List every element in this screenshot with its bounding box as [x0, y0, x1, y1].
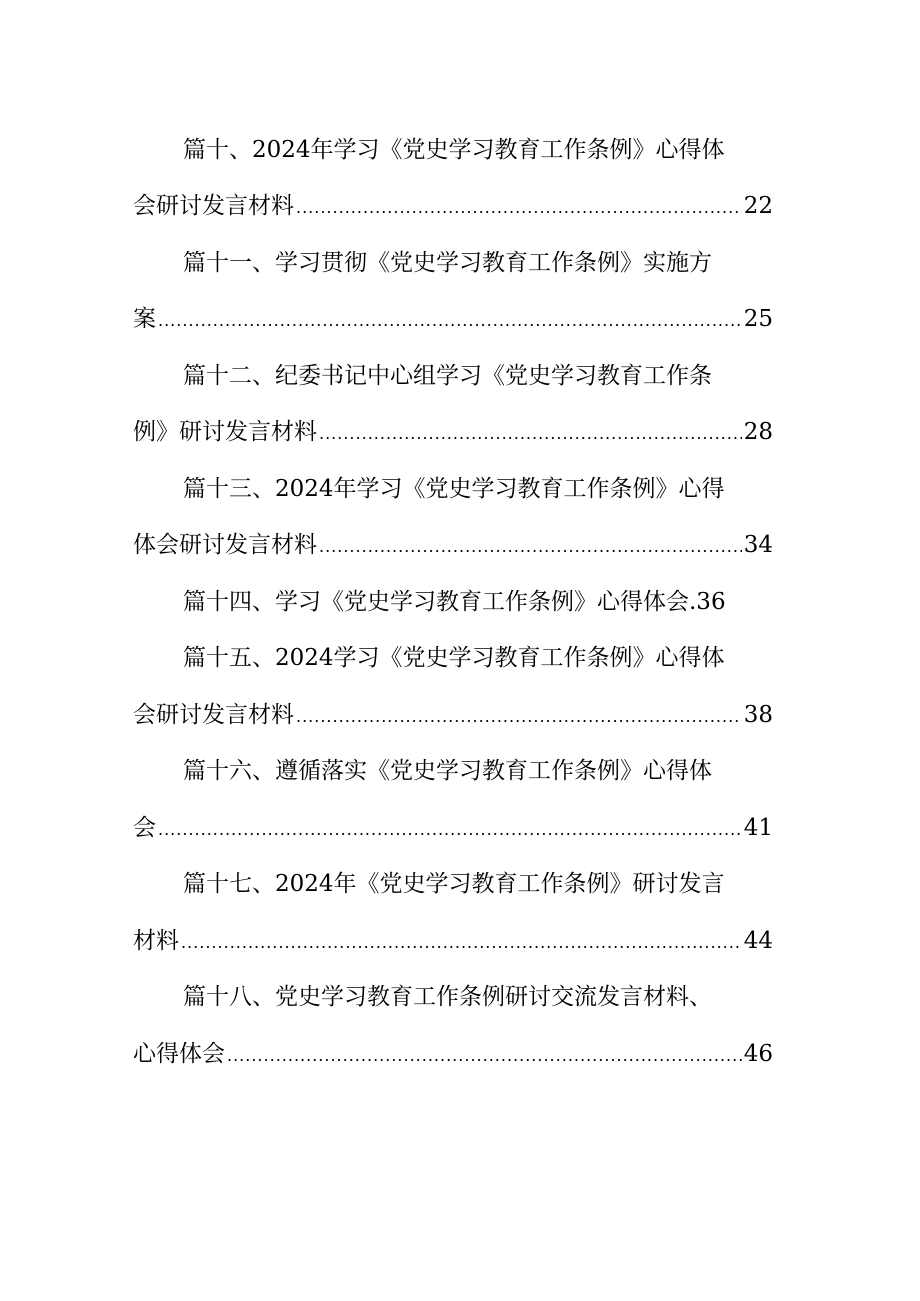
toc-entry-18-title-end: 心得体会 — [133, 1041, 225, 1067]
toc-entry-17-continuation[interactable] — [133, 921, 773, 961]
toc-entry-15-title-end: 会研讨发言材料 — [133, 702, 294, 728]
toc-entry-10-title[interactable]: 篇十、2024年学习《党史学习教育工作条例》心得体 — [183, 137, 725, 163]
toc-entry-17-page: 44 — [743, 928, 773, 954]
toc-entry-12-title-end: 例》研讨发言材料 — [133, 419, 317, 445]
toc-entry-15-title[interactable]: 篇十五、2024学习《党史学习教育工作条例》心得体 — [183, 645, 725, 671]
toc-entry-18-continuation[interactable] — [133, 1034, 773, 1074]
dot-leader — [296, 188, 742, 228]
toc-entry-12-page: 28 — [743, 419, 773, 445]
dot-leader — [296, 697, 742, 737]
toc-entry-16-page: 41 — [743, 815, 773, 841]
dot-leader — [319, 527, 742, 567]
dot-leader — [158, 810, 742, 850]
toc-entry-10-title-end: 会研讨发言材料 — [133, 193, 294, 219]
dot-leader — [319, 414, 742, 454]
toc-entry-11-continuation[interactable] — [133, 299, 773, 339]
toc-entry-13-page: 34 — [743, 532, 773, 558]
dot-leader — [227, 1036, 742, 1076]
toc-entry-12-continuation[interactable] — [133, 412, 773, 452]
dot-leader — [158, 301, 742, 341]
toc-entry-16-title-end: 会 — [133, 815, 156, 841]
toc-entry-18-page: 46 — [743, 1041, 773, 1067]
toc-entry-11-title-end: 案 — [133, 306, 156, 332]
toc-entry-18-title[interactable]: 篇十八、党史学习教育工作条例研讨交流发言材料、 — [183, 984, 712, 1010]
toc-entry-17-title-end: 材料 — [133, 928, 179, 954]
toc-entry-12-title[interactable]: 篇十二、纪委书记中心组学习《党史学习教育工作条 — [183, 363, 712, 389]
toc-entry-11-page: 25 — [743, 306, 773, 332]
toc-entry-15-continuation[interactable] — [133, 695, 773, 735]
toc-entry-16-title[interactable]: 篇十六、遵循落实《党史学习教育工作条例》心得体 — [183, 758, 712, 784]
toc-entry-16-continuation[interactable] — [133, 808, 773, 848]
toc-entry-14-title[interactable]: 篇十四、学习《党史学习教育工作条例》心得体会.36 — [183, 589, 726, 615]
toc-entry-10-continuation[interactable] — [133, 186, 773, 226]
toc-entry-10-page: 22 — [743, 193, 773, 219]
toc-entry-13-title[interactable]: 篇十三、2024年学习《党史学习教育工作条例》心得 — [183, 476, 725, 502]
toc-entry-13-continuation[interactable] — [133, 525, 773, 565]
dot-leader — [181, 923, 742, 963]
toc-entry-13-title-end: 体会研讨发言材料 — [133, 532, 317, 558]
toc-entry-17-title[interactable]: 篇十七、2024年《党史学习教育工作条例》研讨发言 — [183, 871, 725, 897]
toc-entry-15-page: 38 — [743, 702, 773, 728]
toc-entry-11-title[interactable]: 篇十一、学习贯彻《党史学习教育工作条例》实施方 — [183, 250, 712, 276]
